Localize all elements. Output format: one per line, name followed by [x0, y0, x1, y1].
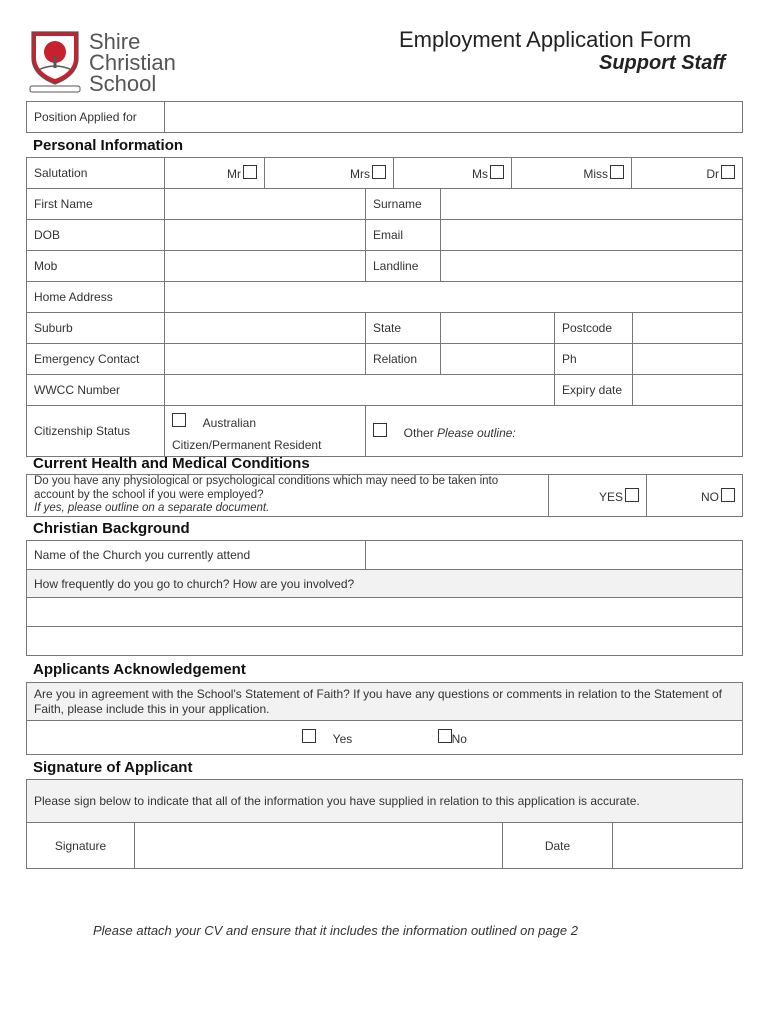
date-label: Date — [503, 823, 613, 869]
date-input[interactable] — [613, 823, 743, 869]
first-name-label: First Name — [27, 189, 165, 220]
salutation-mrs[interactable] — [265, 158, 394, 189]
christian-table — [26, 540, 743, 656]
salutation-miss[interactable] — [512, 158, 632, 189]
wwcc-input[interactable] — [165, 375, 555, 406]
salutation-label: Salutation — [27, 158, 165, 189]
checkbox-australian[interactable] — [172, 413, 186, 427]
position-label: Position Applied for — [27, 102, 165, 133]
email-label: Email — [366, 220, 441, 251]
citizenship-other[interactable] — [366, 406, 743, 457]
salutation-miss-label: Miss — [583, 167, 608, 181]
citizen-permanent-label: Citizen/Permanent Resident — [172, 438, 322, 452]
mob-input[interactable] — [165, 251, 366, 282]
church-question: Name of the Church you currently attend — [27, 541, 366, 570]
health-table — [26, 474, 743, 517]
logo-text-christian: Christian — [89, 50, 176, 75]
checkbox-other[interactable] — [373, 423, 387, 437]
salutation-ms[interactable] — [394, 158, 512, 189]
australian-label: Australian — [202, 416, 257, 430]
email-input[interactable] — [441, 220, 743, 251]
home-address-label: Home Address — [27, 282, 165, 313]
ack-question: Are you in agreement with the School's Statement of Faith? If you have any questions or comments in relation to the Statement of Faith, please include this in your application. — [27, 683, 743, 721]
section-ack-heading: Applicants Acknowledgement — [33, 661, 246, 678]
health-yes[interactable] — [549, 475, 647, 517]
other-label: Other — [403, 425, 434, 440]
frequency-answer-line-1[interactable] — [27, 598, 743, 627]
school-logo — [26, 28, 84, 94]
section-personal-heading: Personal Information — [33, 137, 184, 154]
ack-table — [26, 682, 743, 755]
landline-input[interactable] — [441, 251, 743, 282]
position-input[interactable] — [165, 102, 743, 133]
salutation-dr[interactable] — [632, 158, 743, 189]
signature-input[interactable] — [135, 823, 503, 869]
health-question: Do you have any physiological or psychological conditions which may need to be taken into account by the school if you were employed? — [34, 475, 499, 501]
footer-note: Please attach your CV and ensure that it includes the information outlined on page 2 — [93, 923, 578, 938]
checkbox-health-yes[interactable] — [625, 488, 639, 502]
signature-table — [26, 779, 743, 869]
frequency-answer-line-2[interactable] — [27, 627, 743, 656]
suburb-label: Suburb — [27, 313, 165, 344]
health-yes-label: YES — [598, 489, 623, 504]
health-no[interactable] — [647, 475, 743, 517]
checkbox-ack-yes[interactable] — [302, 729, 316, 743]
crest-icon — [26, 28, 84, 94]
dob-label: DOB — [27, 220, 165, 251]
salutation-mr-label: Mr — [227, 167, 241, 181]
signature-label: Signature — [27, 823, 135, 869]
checkbox-miss[interactable] — [610, 165, 624, 179]
checkbox-mrs[interactable] — [372, 165, 386, 179]
page-title: Employment Application Form — [399, 27, 692, 52]
dob-input[interactable] — [165, 220, 366, 251]
health-no-label: NO — [701, 489, 719, 504]
checkbox-ms[interactable] — [490, 165, 504, 179]
expiry-label: Expiry date — [555, 375, 633, 406]
ack-options — [27, 721, 743, 755]
state-input[interactable] — [441, 313, 555, 344]
health-note: If yes, please outline on a separate document. — [34, 502, 270, 515]
salutation-mrs-label: Mrs — [350, 167, 370, 181]
mob-label: Mob — [27, 251, 165, 282]
ack-no-label: No — [451, 732, 467, 746]
section-health-heading: Current Health and Medical Conditions — [33, 455, 310, 472]
frequency-question: How frequently do you go to church? How are you involved? — [27, 570, 743, 598]
logo-text-shire: Shire — [89, 29, 141, 54]
emergency-contact-input[interactable] — [165, 344, 366, 375]
state-label: State — [366, 313, 441, 344]
position-table — [26, 101, 743, 133]
emergency-contact-label: Emergency Contact — [27, 344, 165, 375]
relation-label: Relation — [366, 344, 441, 375]
salutation-mr[interactable] — [165, 158, 265, 189]
salutation-dr-label: Dr — [706, 167, 719, 181]
health-question-cell — [27, 475, 549, 517]
checkbox-mr[interactable] — [243, 165, 257, 179]
home-address-input[interactable] — [165, 282, 743, 313]
please-outline-label: Please outline: — [437, 425, 516, 440]
suburb-input[interactable] — [165, 313, 366, 344]
citizenship-australian[interactable] — [165, 406, 366, 457]
ack-yes-label: Yes — [332, 732, 353, 746]
wwcc-label: WWCC Number — [27, 375, 165, 406]
salutation-table — [26, 157, 743, 189]
signature-instruction: Please sign below to indicate that all of the information you have supplied in relation to this application is accurate. — [27, 780, 743, 823]
checkbox-dr[interactable] — [721, 165, 735, 179]
ph-label: Ph — [555, 344, 633, 375]
surname-label: Surname — [366, 189, 441, 220]
relation-input[interactable] — [441, 344, 555, 375]
church-input[interactable] — [366, 541, 743, 570]
salutation-ms-label: Ms — [472, 167, 488, 181]
section-christian-heading: Christian Background — [33, 520, 190, 537]
landline-label: Landline — [366, 251, 441, 282]
citizenship-label: Citizenship Status — [27, 406, 165, 457]
ph-input[interactable] — [633, 344, 743, 375]
checkbox-ack-no[interactable] — [438, 729, 452, 743]
logo-text-school: School — [89, 71, 157, 96]
section-signature-heading: Signature of Applicant — [33, 759, 193, 776]
checkbox-health-no[interactable] — [721, 488, 735, 502]
page-subtitle: Support Staff — [599, 52, 726, 74]
first-name-input[interactable] — [165, 189, 366, 220]
personal-table — [26, 188, 743, 457]
expiry-input[interactable] — [633, 375, 743, 406]
surname-input[interactable] — [441, 189, 743, 220]
postcode-input[interactable] — [633, 313, 743, 344]
postcode-label: Postcode — [555, 313, 633, 344]
